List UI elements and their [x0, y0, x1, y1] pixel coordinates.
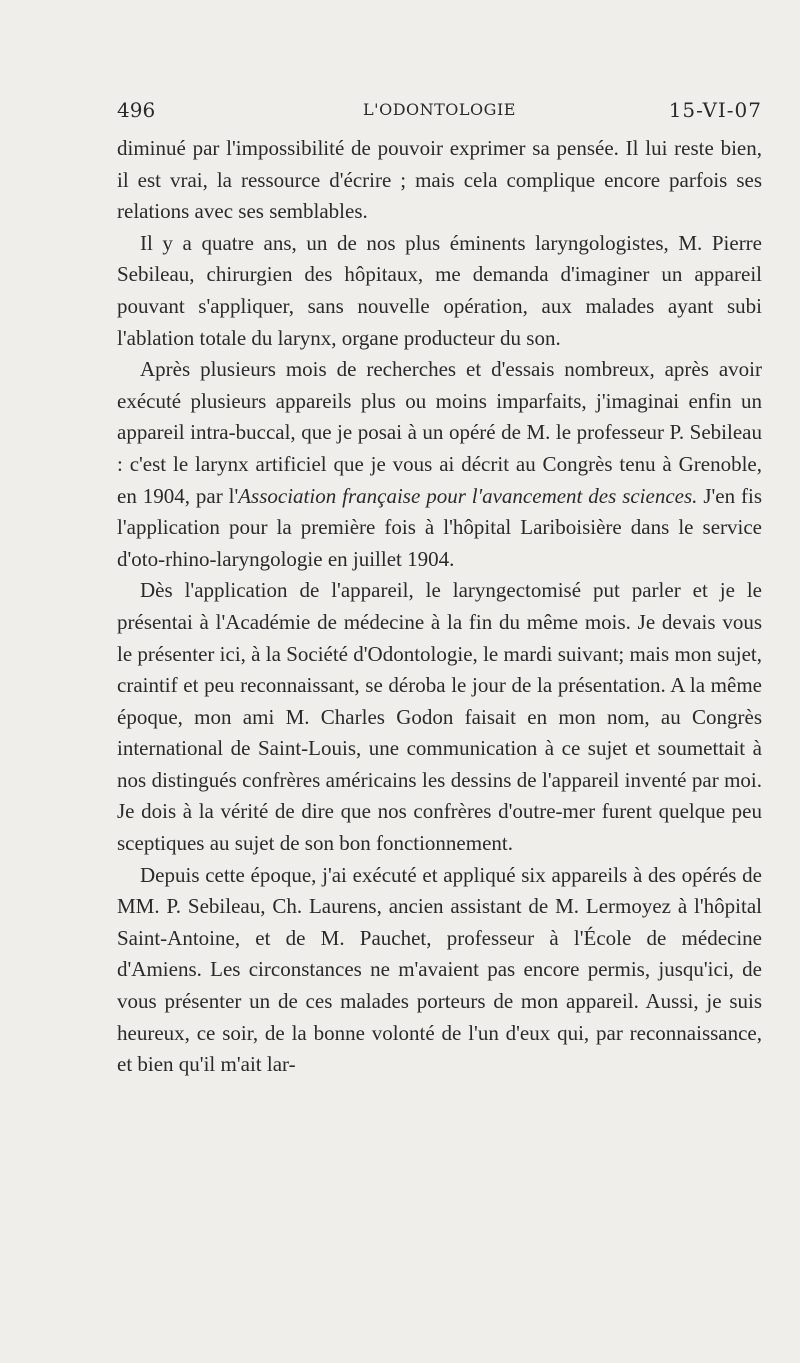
paragraph-4: Dès l'application de l'appareil, le laryngectomisé put parler et je le présentai à l'Académie de médecine à la fin du même mois. Je devais vous le présenter ici, à la Société d'Odontologie, le mardi suivant; mais mon sujet, craintif et peu reconnaissant, se déroba le jour de la présentation. A la même époque, mon ami M. Charles Godon faisait en mon nom, au Congrès international de Saint-Louis, une communication à ce sujet et soumettait à nos distingués confrères américains les dessins de l'appareil inventé par moi. Je dois à la vérité de dire que nos confrères d'outre-mer furent quelque peu sceptiques au sujet de son bon fonctionnement. — [117, 578, 762, 856]
paragraph-3-text-start: Après plusieurs mois de recherches et d'essais nombreux, après avoir exécuté plusieurs appareils plus ou moins imparfaits, j'imaginai enfin un appareil intra-buccal, que je posai à un opéré de M. le professeur P. Sebileau : c'est le larynx artificiel que je vous ai décrit au Congrès tenu à Grenoble, en 1904, par l' — [117, 357, 762, 508]
paragraph-3-text-end: J'en fis l'application pour la première fois à l'hôpital Lariboisière dans le service d'oto-rhino-laryngologie en juillet 1904. — [117, 483, 762, 571]
running-head — [117, 96, 762, 124]
page-number: 496 — [117, 98, 156, 122]
paragraph-1: diminué par l'impossibilité de pouvoir exprimer sa pensée. Il lui reste bien, il est vrai, la ressource d'écrire ; mais cela complique encore parfois ses relations avec ses semblables. — [117, 136, 762, 224]
body-text — [117, 133, 762, 1081]
association-name-italic: Association française pour l'avancement des sciences. — [238, 483, 698, 508]
journal-title: L'ODONTOLOGIE — [363, 100, 516, 119]
issue-date: 15-VI-07 — [668, 98, 762, 122]
paragraph-2: Il y a quatre ans, un de nos plus éminents laryngologistes, M. Pierre Sebileau, chirurgien des hôpitaux, me demanda d'imaginer un appareil pouvant s'appliquer, sans nouvelle opération, aux malades ayant subi l'ablation totale du larynx, organe producteur du son. — [117, 230, 762, 350]
paragraph-5: Depuis cette époque, j'ai exécuté et appliqué six appareils à des opérés de MM. P. Sebileau, Ch. Laurens, ancien assistant de M. Lermoyez à l'hôpital Saint-Antoine, et de M. Pauchet, professeur à l'École de médecine d'Amiens. Les circonstances ne m'avaient pas encore permis, jusqu'ici, de vous présenter un de ces malades porteurs de mon appareil. Aussi, je suis heureux, ce soir, de la bonne volonté de l'un d'eux qui, par reconnaissance, et bien qu'il m'ait lar- — [117, 862, 762, 1077]
paragraph-3 — [117, 354, 762, 575]
